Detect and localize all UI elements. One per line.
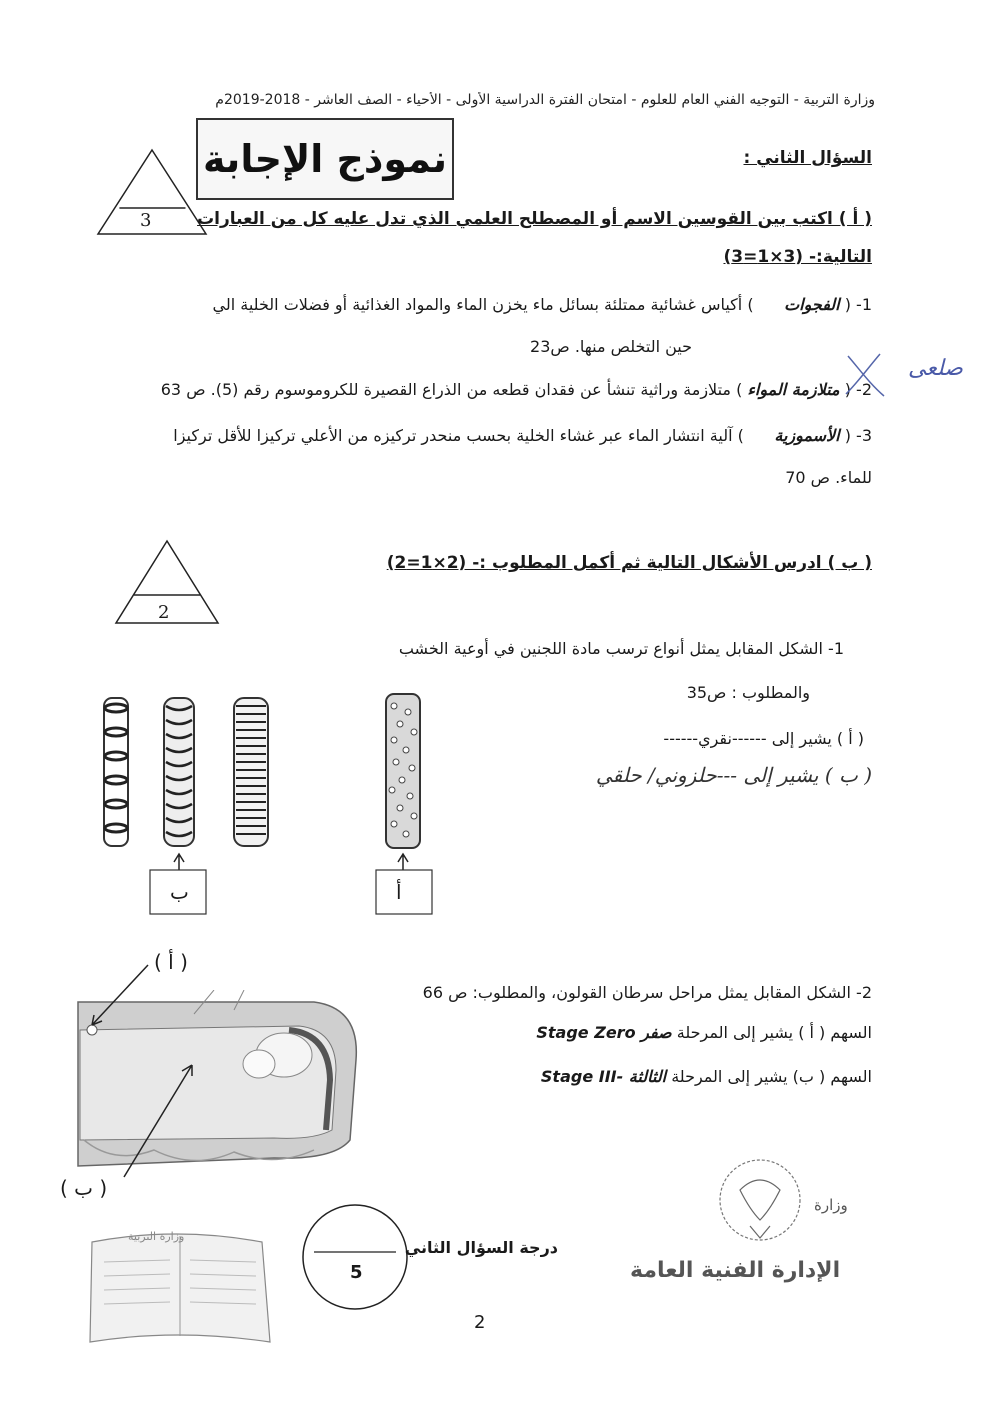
total-score-circle [300,1202,410,1312]
item-3-text: آلية انتشار الماء عبر غشاء الخلية بحسب منحدر تركيزه من الأعلي تركيزا للأقل تركيزا [173,426,733,445]
total-score-value: 5 [350,1262,363,1283]
fig2-arrows [40,955,360,1195]
part-a-instruction-2: التالية:- (3×1=3) [723,247,872,267]
arrow-stage-zero [92,965,148,1025]
pitted-vessel [386,694,420,848]
item-1-text: أكياس غشائية ممتلئة بسائل ماء يخزن الماء والمواد الغذائية أو فضلات الخلية الي [212,295,743,314]
fig2-a-answer: صفر Stage Zero [536,1023,672,1042]
seal-text-1: وزارة [814,1196,848,1214]
page-number: 2 [474,1312,486,1333]
total-score-label: درجة السؤال الثاني [404,1238,558,1257]
fig2-b-prefix: السهم ( ب) يشير إلى المرحلة [671,1067,872,1086]
grader-handwritten-note: صلعى [908,356,963,381]
label-box-a [376,870,432,914]
scalariform-vessel [234,698,268,846]
fig2-label-b: ( ب ) [60,1176,108,1200]
item-1-num: 1- [856,295,872,314]
item-3-num: 3- [856,426,872,445]
score-a-value: 3 [140,210,152,231]
book-stamp-text: وزارة التربية [128,1230,185,1243]
item-2-text: متلازمة وراثية تنشأ عن فقدان قطعه من الذراع القصيرة للكروموسوم رقم (5). ص 63 [160,380,731,399]
score-b-value: 2 [158,602,170,623]
item-2-num: 2- [856,380,872,399]
arrow-stage-three [124,1065,192,1177]
item-1-text2: حين التخلص منها. ص23 [530,337,692,356]
item-3: 3- ( الأسموزية ) آلية انتشار الماء عبر غشاء الخلية بحسب منحدر تركيزه من الأعلي تركيزا للأقل تركيزا [173,426,872,445]
fig1-answer-a: ( أ ) يشير إلى ------نقري------ [663,729,864,748]
fig1-description: 1- الشكل المقابل يمثل أنواع ترسب مادة اللجنين في أوعية الخشب [398,639,844,658]
score-triangle-a [94,146,210,240]
item-1-answer: الفجوات [784,295,840,314]
item-2-answer: متلازمة المواء [747,380,840,399]
fig1-requirement: والمطلوب : ص35 [686,683,810,702]
seal-text-2: الإدارة الفنية العامة [630,1258,841,1283]
header-ministry-line: وزارة التربية - التوجيه الفني العام للعلوم - امتحان الفترة الدراسية الأولى - الأحياء - الصف العاشر - 2018-2019م [215,92,875,108]
spiral-vessel [164,698,194,846]
fig2-b-answer: الثالثة -Stage III [540,1067,667,1086]
official-seal-emblem [690,1150,820,1250]
item-3-text2: للماء. ص 70 [785,468,872,487]
item-3-answer: الأسموزية [774,426,840,445]
fig2-label-a: ( أ ) [154,950,188,974]
fig2-description: 2- الشكل المقابل يمثل مراحل سرطان القولون، والمطلوب: ص 66 [422,983,872,1002]
fig2-answer-b [541,1066,872,1088]
fig1-answer-b: ( ب ) يشير إلى ---حلزوني/ حلقي [595,763,872,787]
fig2-a-prefix: السهم ( أ ) يشير إلى المرحلة [676,1023,872,1042]
fig1-label-b: ب [170,880,189,904]
item-1: 1- ( الفجوات ) أكياس غشائية ممتلئة بسائل ماء يخزن الماء والمواد الغذائية أو فضلات الخلية الي [212,295,872,314]
xylem-vessels-figure [96,692,436,922]
question-title: السؤال الثاني : [743,148,872,168]
answer-model-stamp: نموذج الإجابة [196,118,454,200]
part-b-instruction: ( ب ) ادرس الأشكال التالية ثم أكمل المطلوب :- (2×1=2) [386,553,872,573]
annular-vessel [104,698,128,846]
fig2-answer-a [536,1022,872,1044]
part-a-instruction-1: ( أ ) اكتب بين القوسين الاسم أو المصطلح العلمي الذي تدل عليه كل من العبارات [197,209,872,229]
item-2: 2- ( متلازمة المواء ) متلازمة وراثية تنشأ عن فقدان قطعه من الذراع القصيرة للكروموسوم رقم (5). ص 63 [160,380,872,399]
fig1-label-a: أ [396,880,402,904]
grader-cross-mark [840,350,890,400]
